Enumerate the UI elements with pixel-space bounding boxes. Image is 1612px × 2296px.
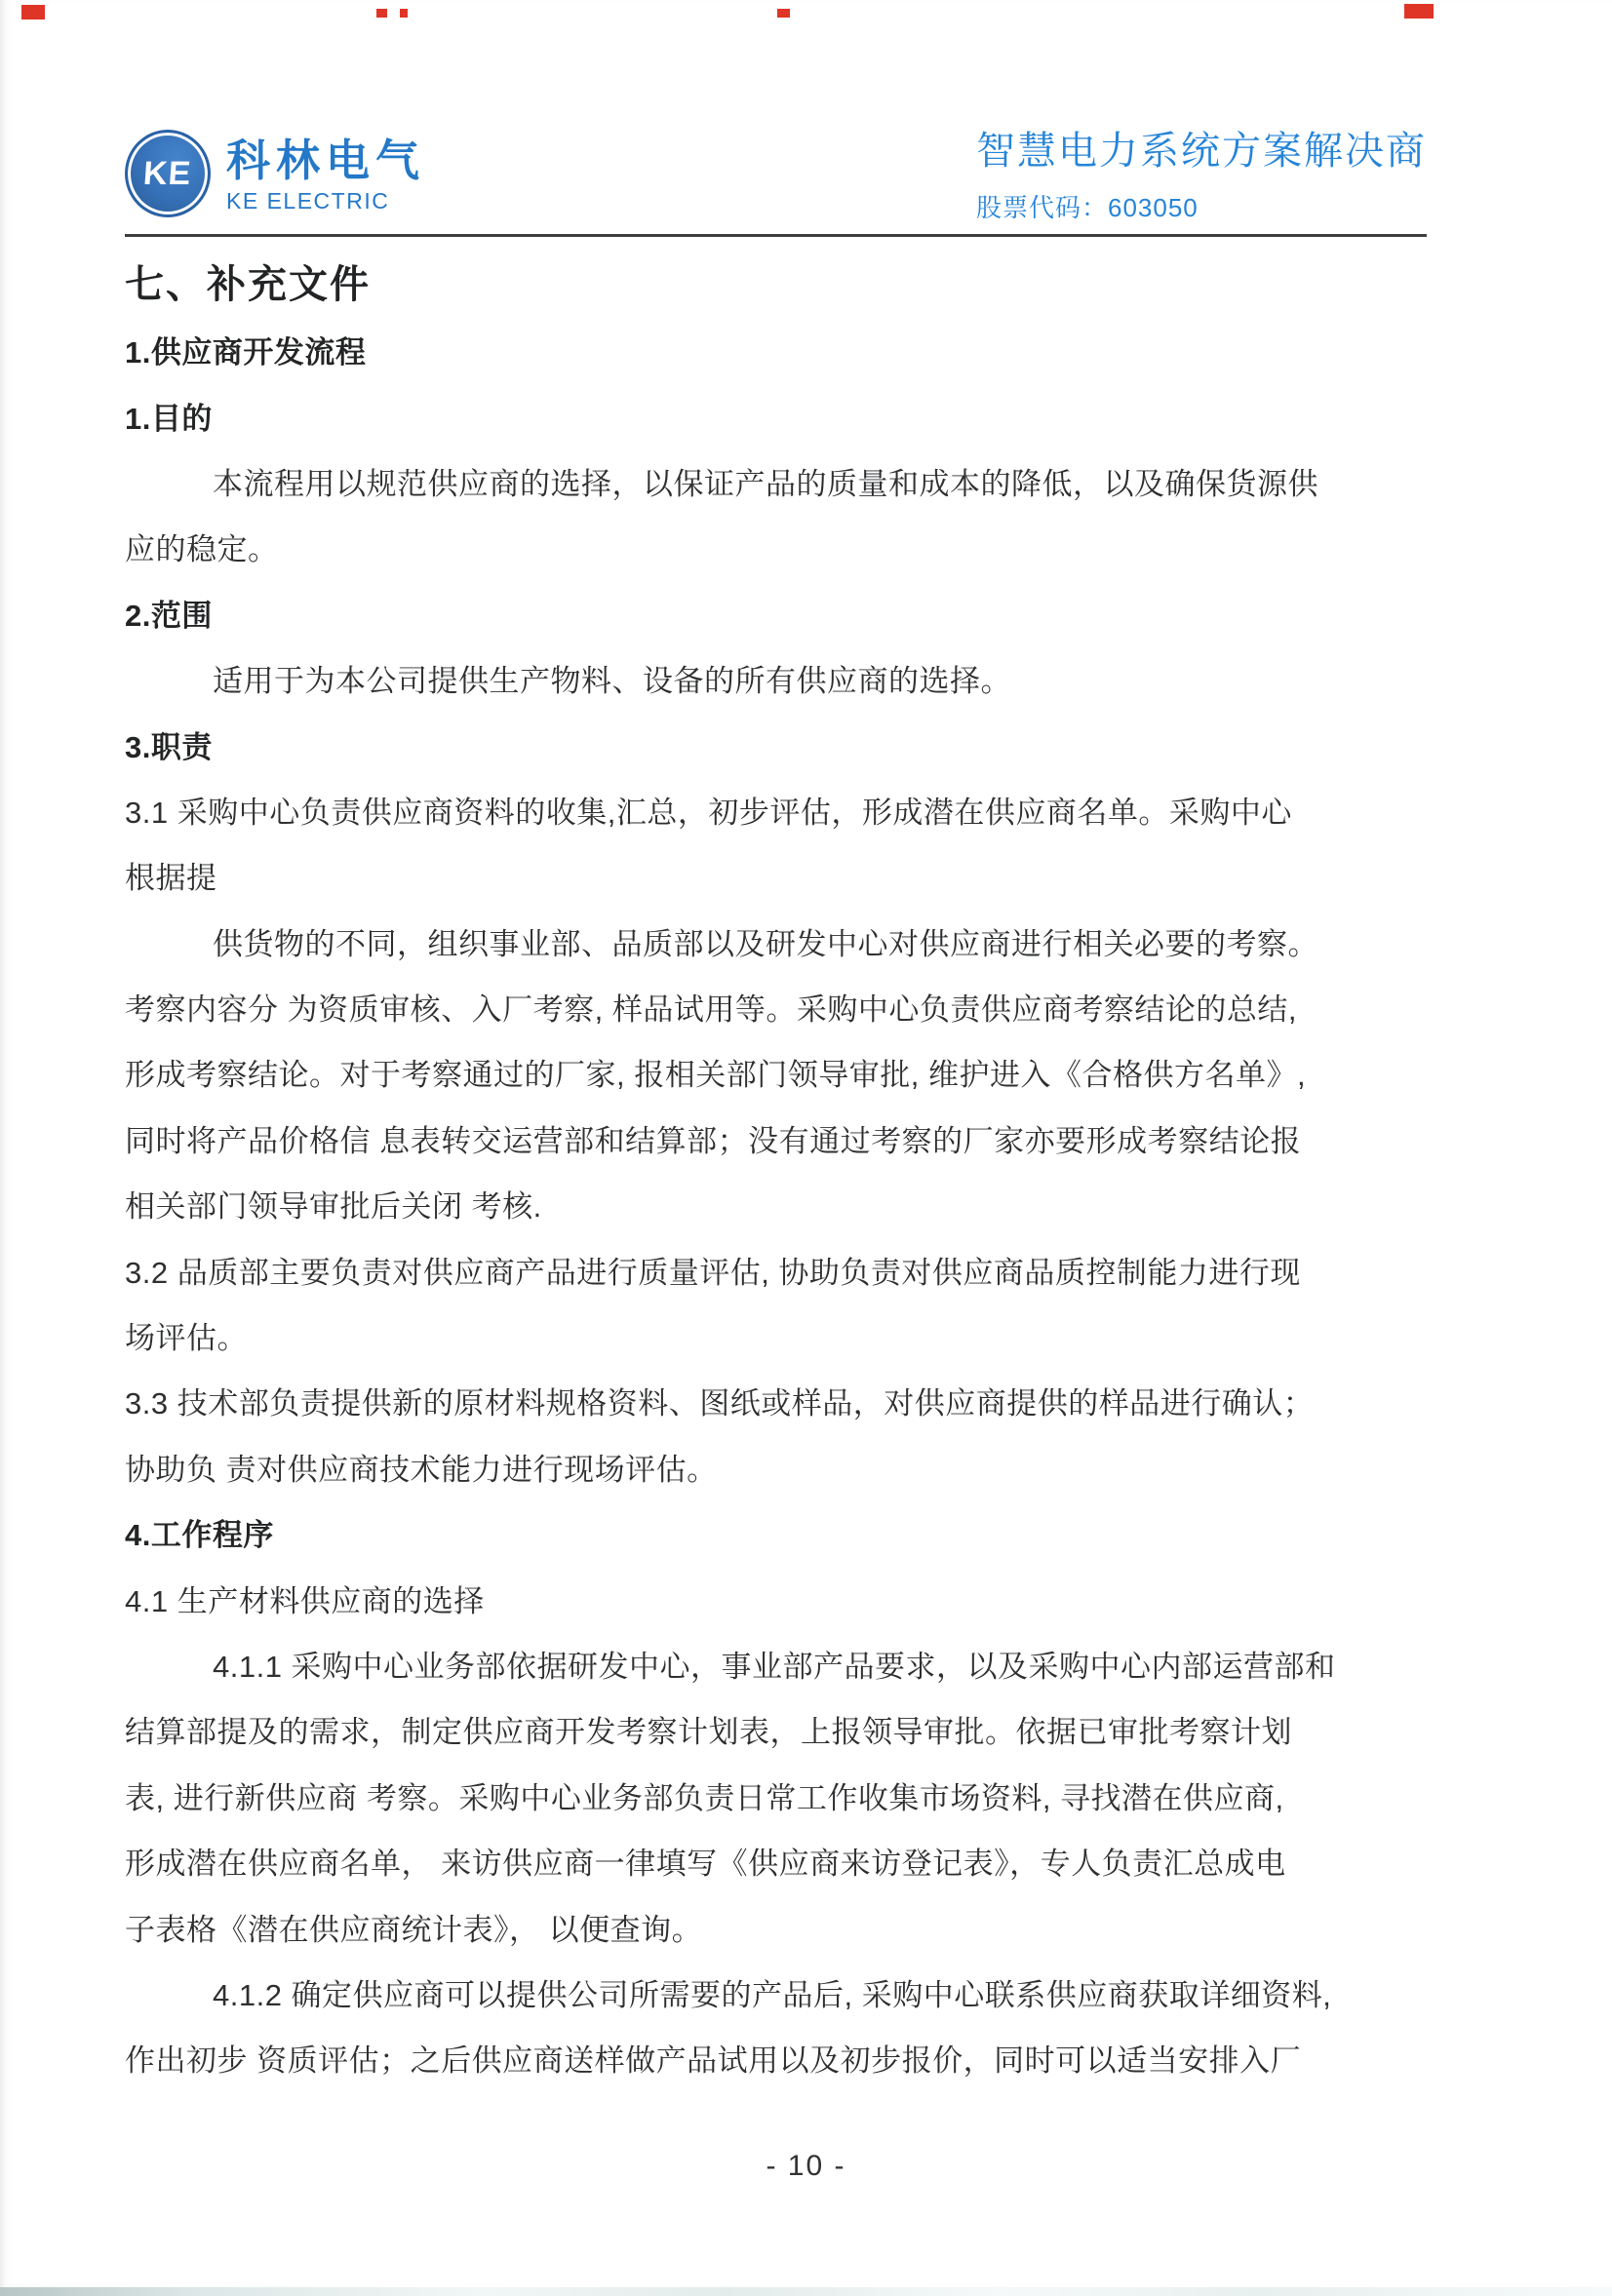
body-line: 3.3 技术部负责提供新的原材料规格资料、图纸或样品，对供应商提供的样品进行确认； xyxy=(125,1386,1315,1421)
body-line: 3.2 品质部主要负责对供应商产品进行质量评估, 协助负责对供应商品质控制能力进行现 xyxy=(125,1255,1301,1290)
section-heading: 3.职责 xyxy=(125,729,213,764)
ke-logo-icon xyxy=(125,130,211,217)
body-line: 4.1 生产材料供应商的选择 xyxy=(125,1583,485,1618)
body-line: 供货物的不同，组织事业部、品质部以及研发中心对供应商进行相关必要的考察。 xyxy=(213,926,1318,961)
body-line: 应的稳定。 xyxy=(125,532,279,567)
body-line: 根据提 xyxy=(125,861,217,896)
body-line: 同时将产品价格信 息表转交运营部和结算部；没有通过考察的厂家亦要形成考察结论报 xyxy=(125,1123,1302,1158)
body-line: 4.1.1 采购中心业务部依据研发中心，事业部产品要求，以及采购中心内部运营部和 xyxy=(213,1650,1336,1684)
body-line: 本流程用以规范供应商的选择，以保证产品的质量和成本的降低，以及确保货源供 xyxy=(213,466,1318,501)
body-line: 结算部提及的需求，制定供应商开发考察计划表，上报领导审批。依据已审批考察计划 xyxy=(125,1715,1292,1750)
scan-artifact-red-mark xyxy=(1404,4,1434,19)
section-heading: 1.目的 xyxy=(125,401,213,436)
scan-artifact-red-mark xyxy=(777,9,790,18)
logo-monogram: KE xyxy=(142,154,193,192)
brand-text xyxy=(226,133,425,215)
body-line: 考察内容分 为资质审核、入厂考察, 样品试用等。采购中心负责供应商考察结论的总结, xyxy=(125,992,1297,1028)
letterhead xyxy=(125,0,1427,237)
body-line: 适用于为本公司提供生产物料、设备的所有供应商的选择。 xyxy=(213,664,1011,699)
body-line: 协助负 责对供应商技术能力进行现场评估。 xyxy=(125,1452,718,1487)
body-line: 相关部门领导审批后关闭 考核. xyxy=(125,1189,542,1225)
scan-edge-artifact xyxy=(0,2287,1612,2296)
page-title: 七、补充文件 xyxy=(125,263,371,306)
page-number: - 10 - xyxy=(766,2149,846,2182)
section-heading: 4.工作程序 xyxy=(125,1518,274,1553)
body-line: 子表格《潜在供应商统计表》， 以便查询。 xyxy=(125,1912,703,1947)
header-right xyxy=(976,130,1427,224)
stock-code: 股票代码：603050 xyxy=(976,193,1199,222)
body-line: 形成考察结论。对于考察通过的厂家, 报相关部门领导审批, 维护进入《合格供方名单》, xyxy=(125,1058,1307,1093)
brand-name-english: KE ELECTRIC xyxy=(226,188,390,214)
section-heading: 2.范围 xyxy=(125,598,213,633)
paragraph-list xyxy=(125,317,1514,2091)
document-body xyxy=(125,253,1514,2091)
body-line: 场评估。 xyxy=(125,1321,248,1356)
scan-artifact-red-mark xyxy=(400,9,408,18)
body-line: 表, 进行新供应商 考察。采购中心业务部负责日常工作收集市场资料, 寻找潜在供应商, xyxy=(125,1780,1284,1815)
section-heading: 1.供应商开发流程 xyxy=(125,335,367,370)
body-line: 作出初步 资质评估；之后供应商送样做产品试用以及初步报价，同时可以适当安排入厂 xyxy=(125,2043,1302,2079)
scan-artifact-red-mark xyxy=(21,5,45,19)
body-line: 3.1 采购中心负责供应商资料的收集,汇总，初步评估，形成潜在供应商名单。采购中心 xyxy=(125,795,1292,830)
company-logo xyxy=(125,130,425,217)
brand-name-chinese: 科林电气 xyxy=(226,135,426,185)
scan-artifact-red-mark xyxy=(376,9,387,18)
page-footer xyxy=(0,2150,1612,2183)
body-line: 形成潜在供应商名单， 来访供应商一律填写《供应商来访登记表》，专人负责汇总成电 xyxy=(125,1847,1286,1882)
body-line: 4.1.2 确定供应商可以提供公司所需要的产品后, 采购中心联系供应商获取详细资料, xyxy=(213,1977,1332,2012)
company-tagline: 智慧电力系统方案解决商 xyxy=(976,130,1427,173)
